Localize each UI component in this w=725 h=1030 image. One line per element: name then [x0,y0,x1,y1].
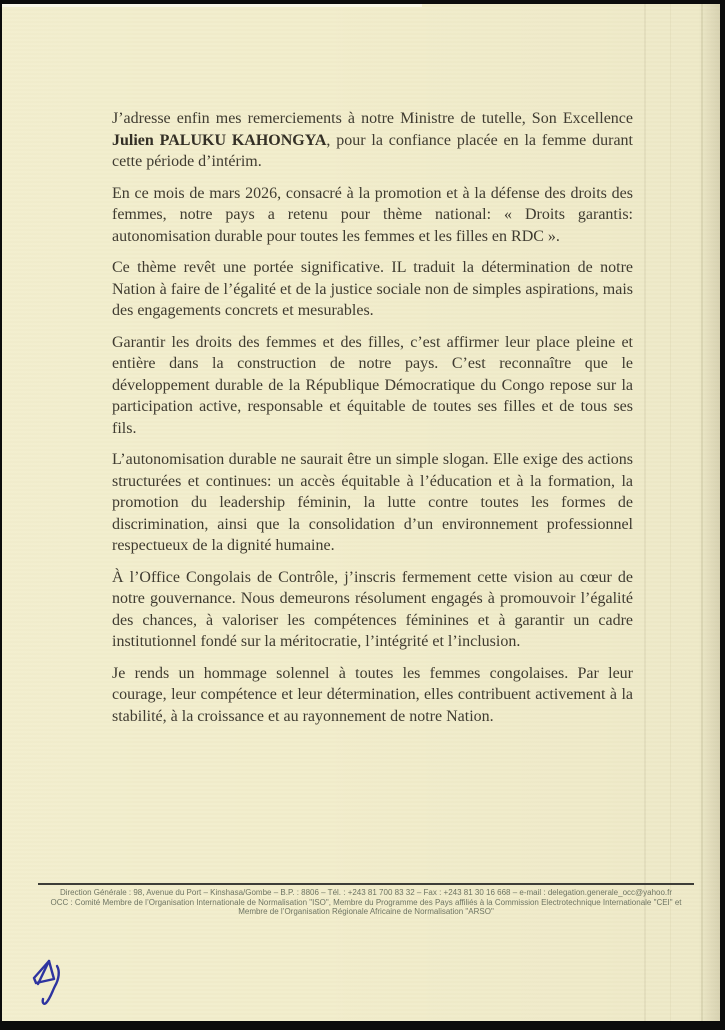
footer-divider [38,883,694,885]
paper-crease [670,4,671,1021]
scan-shadow [698,4,720,1021]
paragraph-7: Je rends un hommage solennel à toutes les femmes congolaises. Par leur courage, leur compétence et leur détermination, elles contribuent activement à la stabilité, à la croissance et au rayonnement de notre Nation. [112,664,633,725]
footer-memberships-line: OCC : Comité Membre de l’Organisation Internationale de Normalisation "ISO", Membre du Programme des Pays affiliés à la Commission Electrotechnique Internationale "CEI" et [50,897,682,907]
paragraph-1-text: J’adresse enfin mes remerciements à notre Ministre de tutelle, Son Excellence [112,110,633,127]
footer-address-line: Direction Générale : 98, Avenue du Port – Kinshasa/Gombe – B.P. : 8806 – Tél. : +243 81 700 83 32 – Fax : +243 81 30 16 668 – e-mail : delegation.generale_occ@yahoo.fr [59,888,673,897]
paragraph-1-text-end: , pour la confiance placée en la femme durant cette période d’intérim. [112,131,634,170]
letter-body [112,108,633,737]
paragraph-4: Garantir les droits des femmes et des filles, c’est affirmer leur place pleine et entière dans la construction de notre pays. C’est reconnaître que le développement durable de la République Démocratique du Congo repose sur la participation active, responsable et équitable de toutes ses filles et de tous ses fils. [112,333,633,437]
paragraph-3: Ce thème revêt une portée significative. IL traduit la détermination de notre Nation à faire de l’égalité et de la justice sociale non de simples aspirations, mais des engagements concrets et mesurables. [112,259,633,319]
paragraph-1 [112,108,633,173]
handwritten-initials [24,953,79,1013]
scan-edge-artifact [2,4,422,7]
paragraph-2: En ce mois de mars 2026, consacré à la promotion et à la défense des droits des femmes, notre pays a retenu pour thème national: « Droits garantis: autonomisation durable pour toutes les femmes et les filles en RDC ». [112,184,633,245]
paragraph-6: À l’Office Congolais de Contrôle, j’inscris fermement cette vision au cœur de notre gouvernance. Nous demeurons résolument engagés à promouvoir l’égalité des chances, à valoriser les compétences féminines et à garantir un cadre institutionnel fondé sur la méritocratie, l’intégrité et l’inclusion. [112,568,633,650]
minister-name: Julien PALUKU KAHONGYA [112,131,327,149]
paper-crease [644,4,646,1021]
paragraph-5: L’autonomisation durable ne saurait être un simple slogan. Elle exige des actions structurées et continues: un accès équitable à l’éducation et à la formation, la promotion du leadership féminin, la lutte contre toutes les formes de discrimination, ainsi que la consolidation d’un environnement professionnel respectueux de la dignité humaine. [112,451,633,554]
paper-sheet [2,4,720,1021]
footer-memberships-line-2: Membre de l’Organisation Régionale Africaine de Normalisation "ARSO" [238,907,494,916]
letterhead-footer [38,883,694,917]
